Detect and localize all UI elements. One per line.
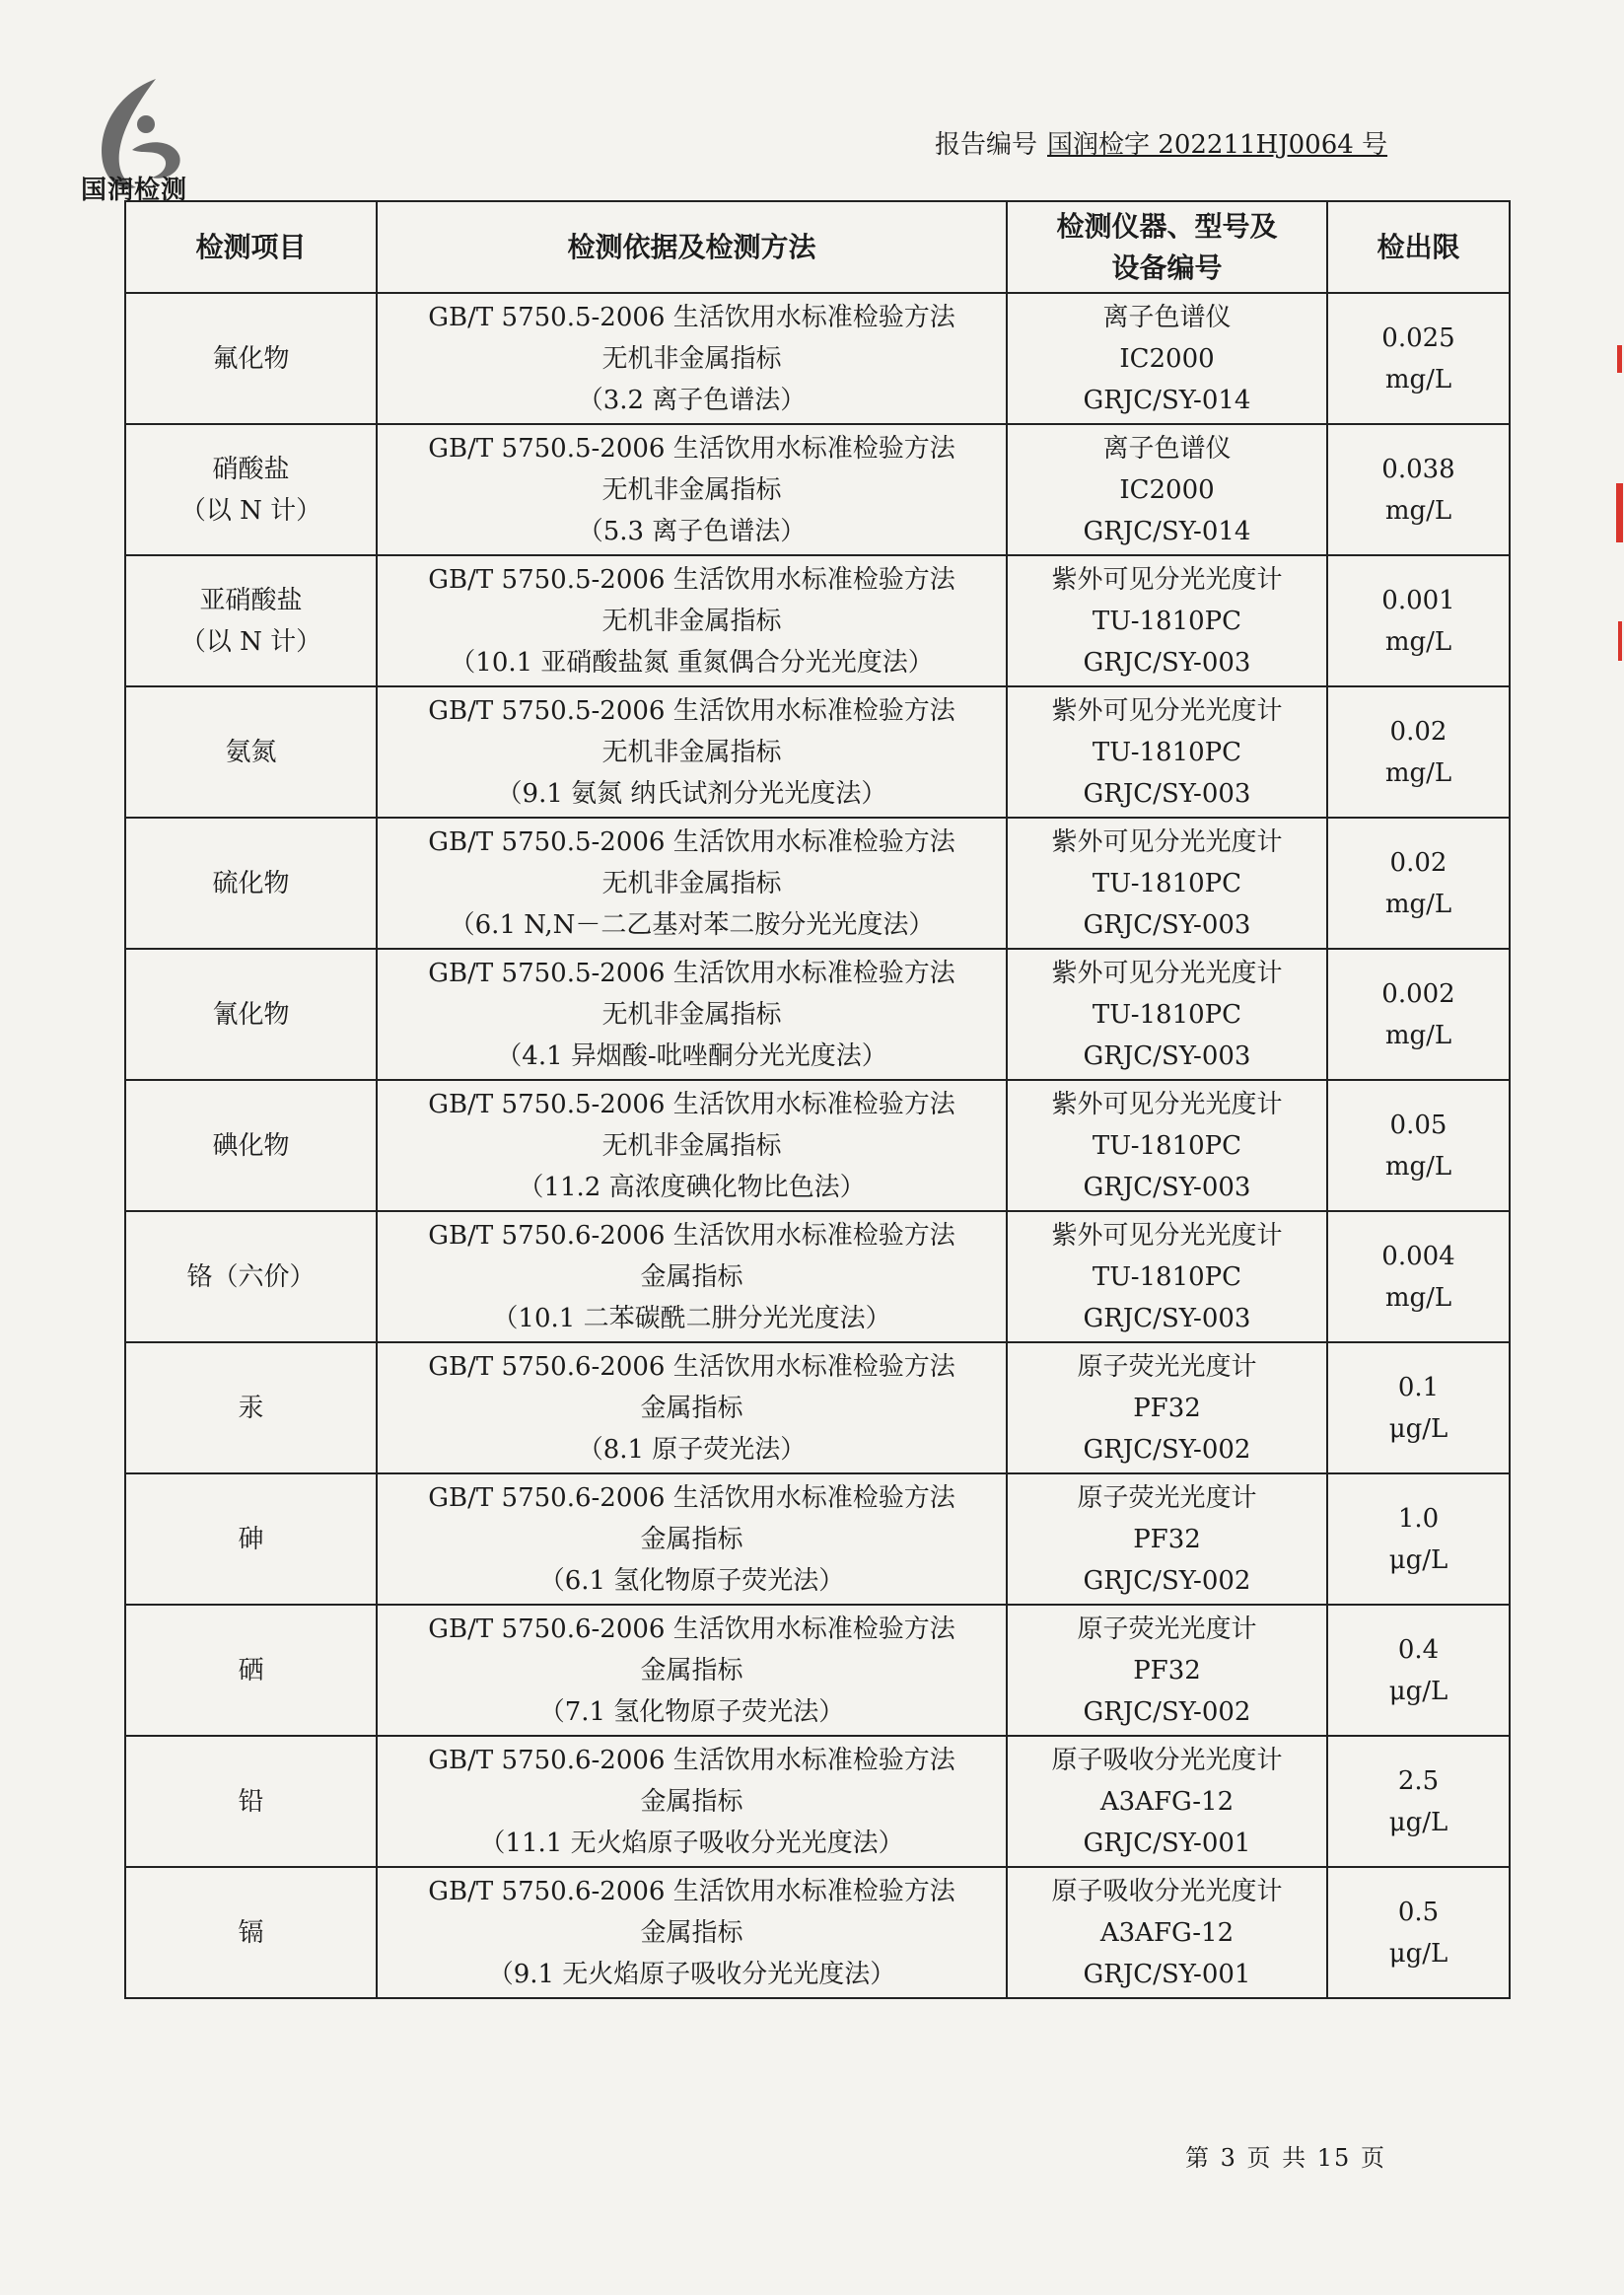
cell-detection-limit [1327, 686, 1510, 818]
cell-instrument-line: 离子色谱仪 [1102, 433, 1232, 464]
cell-detection-limit-line: 0.02 [1389, 847, 1447, 878]
cell-instrument-line: 原子吸收分光光度计 [1051, 1876, 1283, 1906]
cell-instrument-line: 原子吸收分光光度计 [1051, 1745, 1283, 1775]
cell-test-method [377, 1867, 1007, 1998]
cell-test-method-line: （8.1 原子荧光法） [577, 1434, 807, 1465]
cell-test-method-line: （3.2 离子色谱法） [577, 385, 807, 415]
table-row [125, 424, 1510, 555]
cell-test-item-line: 铅 [238, 1786, 264, 1817]
cell-instrument [1007, 424, 1327, 555]
cell-instrument [1007, 1211, 1327, 1342]
cell-test-method-line: （5.3 离子色谱法） [577, 516, 807, 546]
cell-test-item-line: 氟化物 [212, 343, 290, 374]
cell-detection-limit [1327, 949, 1510, 1080]
cell-instrument-line: GRJC/SY-002 [1083, 1434, 1251, 1465]
cell-detection-limit-line: 0.1 [1397, 1372, 1440, 1402]
cell-instrument-line: GRJC/SY-014 [1083, 516, 1251, 546]
header-test-method: 检测依据及检测方法 [377, 201, 1007, 293]
cell-test-item-line: 砷 [238, 1524, 264, 1554]
cell-instrument-line: 紫外可见分光光度计 [1051, 1089, 1283, 1119]
cell-detection-limit-line: 0.02 [1389, 716, 1447, 747]
cell-instrument-line: 原子荧光光度计 [1077, 1614, 1257, 1644]
cell-detection-limit-line: mg/L [1384, 495, 1452, 526]
cell-test-item-line: 硝酸盐 [212, 454, 290, 484]
cell-test-method-line: 金属指标 [640, 1524, 743, 1554]
cell-instrument-line: GRJC/SY-003 [1083, 1303, 1251, 1333]
cell-test-method-line: 无机非金属指标 [601, 999, 782, 1030]
cell-test-method-line: 无机非金属指标 [601, 343, 782, 374]
cell-test-method-line: （11.2 高浓度碘化物比色法） [518, 1172, 866, 1202]
cell-test-method-line: 金属指标 [640, 1917, 743, 1948]
cell-detection-limit [1327, 1342, 1510, 1473]
cell-instrument-line: IC2000 [1119, 474, 1215, 505]
cell-instrument-line: PF32 [1133, 1524, 1201, 1554]
cell-instrument-line: GRJC/SY-001 [1083, 1828, 1251, 1858]
table-row [125, 949, 1510, 1080]
table-row [125, 293, 1510, 424]
cell-instrument-line: A3AFG-12 [1099, 1786, 1235, 1817]
cell-test-method-line: GB/T 5750.6-2006 生活饮用水标准检验方法 [428, 1351, 955, 1382]
cell-instrument-line: 离子色谱仪 [1102, 302, 1232, 332]
cell-test-method-line: 金属指标 [640, 1655, 743, 1685]
cell-test-method [377, 818, 1007, 949]
report-number-label: 报告编号 [935, 130, 1038, 160]
cell-test-item [125, 1211, 377, 1342]
table-row [125, 1605, 1510, 1736]
cell-test-method-line: 无机非金属指标 [601, 737, 782, 767]
cell-test-item [125, 1080, 377, 1211]
cell-test-method-line: （11.1 无火焰原子吸收分光光度法） [479, 1828, 904, 1858]
cell-detection-limit-line: μg/L [1388, 1413, 1448, 1444]
cell-detection-limit-line: mg/L [1384, 1151, 1452, 1182]
cell-detection-limit-line: mg/L [1384, 364, 1452, 394]
cell-test-method-line: GB/T 5750.6-2006 生活饮用水标准检验方法 [428, 1876, 955, 1906]
cell-test-method-line: GB/T 5750.5-2006 生活饮用水标准检验方法 [428, 302, 955, 332]
cell-instrument-line: TU-1810PC [1092, 868, 1242, 898]
cell-instrument-line: GRJC/SY-003 [1083, 1172, 1251, 1202]
cell-test-method [377, 1736, 1007, 1867]
cell-test-item [125, 293, 377, 424]
cell-test-method [377, 555, 1007, 686]
cell-instrument-line: GRJC/SY-003 [1083, 778, 1251, 809]
cell-test-item [125, 1342, 377, 1473]
cell-instrument-line: TU-1810PC [1092, 999, 1242, 1030]
cell-test-method-line: 金属指标 [640, 1786, 743, 1817]
cell-test-item [125, 1867, 377, 1998]
cell-test-method [377, 424, 1007, 555]
cell-test-item [125, 424, 377, 555]
page-number: 第 3 页 共 15 页 [1185, 2144, 1386, 2172]
cell-instrument-line: GRJC/SY-003 [1083, 647, 1251, 678]
cell-test-item [125, 1605, 377, 1736]
cell-instrument-line: GRJC/SY-002 [1083, 1565, 1251, 1596]
cell-instrument [1007, 818, 1327, 949]
cell-test-method-line: 无机非金属指标 [601, 868, 782, 898]
cell-test-item-line: 铬（六价） [186, 1261, 316, 1292]
cell-test-method [377, 293, 1007, 424]
cell-detection-limit [1327, 424, 1510, 555]
cell-detection-limit-line: mg/L [1384, 757, 1452, 788]
cell-detection-limit-line: 0.038 [1381, 454, 1455, 484]
table-row [125, 1736, 1510, 1867]
cell-test-item [125, 686, 377, 818]
cell-instrument-line: GRJC/SY-002 [1083, 1696, 1251, 1727]
header-detection-limit: 检出限 [1327, 201, 1510, 293]
cell-test-method [377, 1605, 1007, 1736]
cell-test-method-line: 无机非金属指标 [601, 474, 782, 505]
cell-detection-limit-line: 0.001 [1381, 585, 1455, 615]
cell-instrument-line: 原子荧光光度计 [1077, 1482, 1257, 1513]
cell-test-method-line: GB/T 5750.6-2006 生活饮用水标准检验方法 [428, 1745, 955, 1775]
table-row [125, 1080, 1510, 1211]
cell-instrument [1007, 293, 1327, 424]
cell-instrument-line: 原子荧光光度计 [1077, 1351, 1257, 1382]
cell-test-method-line: GB/T 5750.6-2006 生活饮用水标准检验方法 [428, 1614, 955, 1644]
cell-test-method [377, 1342, 1007, 1473]
table-row [125, 818, 1510, 949]
cell-instrument [1007, 1080, 1327, 1211]
cell-instrument-line: PF32 [1133, 1393, 1201, 1423]
cell-instrument [1007, 1342, 1327, 1473]
cell-detection-limit-line: 0.002 [1381, 978, 1455, 1009]
cell-test-method-line: GB/T 5750.6-2006 生活饮用水标准检验方法 [428, 1220, 955, 1251]
test-method-table [124, 200, 1511, 1999]
cell-test-method-line: GB/T 5750.6-2006 生活饮用水标准检验方法 [428, 1482, 955, 1513]
cell-instrument-line: A3AFG-12 [1099, 1917, 1235, 1948]
cell-test-method-line: 无机非金属指标 [601, 1130, 782, 1161]
cell-instrument-line: GRJC/SY-014 [1083, 385, 1251, 415]
table-row [125, 686, 1510, 818]
cell-detection-limit [1327, 1867, 1510, 1998]
cell-instrument-line: PF32 [1133, 1655, 1201, 1685]
margin-seal-mark [1613, 335, 1624, 671]
cell-test-method-line: GB/T 5750.5-2006 生活饮用水标准检验方法 [428, 564, 955, 595]
cell-instrument [1007, 1473, 1327, 1605]
cell-test-method-line: 金属指标 [640, 1261, 743, 1292]
table-body [125, 293, 1510, 1998]
cell-instrument-line: 紫外可见分光光度计 [1051, 1220, 1283, 1251]
cell-detection-limit-line: mg/L [1384, 889, 1452, 919]
cell-instrument-line: GRJC/SY-001 [1083, 1959, 1251, 1989]
cell-test-method-line: 金属指标 [640, 1393, 743, 1423]
cell-instrument-line: TU-1810PC [1092, 737, 1242, 767]
cell-test-item-line: 氨氮 [225, 737, 277, 767]
header-test-item: 检测项目 [125, 201, 377, 293]
cell-test-item-line: 亚硝酸盐 [199, 585, 303, 615]
report-number [935, 124, 1387, 161]
cell-detection-limit-line: mg/L [1384, 1020, 1452, 1050]
header-instrument-line: 设备编号 [1111, 251, 1223, 284]
cell-test-item [125, 949, 377, 1080]
cell-detection-limit [1327, 555, 1510, 686]
cell-detection-limit-line: 0.5 [1397, 1897, 1440, 1927]
cell-test-method-line: （9.1 无火焰原子吸收分光光度法） [487, 1959, 896, 1989]
cell-instrument-line: 紫外可见分光光度计 [1051, 958, 1283, 988]
cell-test-method-line: GB/T 5750.5-2006 生活饮用水标准检验方法 [428, 826, 955, 857]
cell-instrument-line: TU-1810PC [1092, 1130, 1242, 1161]
cell-test-method [377, 1473, 1007, 1605]
cell-test-method-line: 无机非金属指标 [601, 606, 782, 636]
table-header-row [125, 201, 1510, 293]
cell-test-item-line: 氰化物 [212, 999, 290, 1030]
cell-detection-limit-line: 2.5 [1397, 1765, 1440, 1796]
cell-test-item [125, 1736, 377, 1867]
cell-instrument [1007, 555, 1327, 686]
cell-instrument-line: TU-1810PC [1092, 1261, 1242, 1292]
cell-test-method-line: （10.1 二苯碳酰二肼分光光度法） [492, 1303, 891, 1333]
cell-test-method-line: （6.1 氢化物原子荧光法） [538, 1565, 845, 1596]
cell-detection-limit [1327, 1211, 1510, 1342]
cell-detection-limit-line: 0.004 [1381, 1241, 1455, 1271]
cell-instrument-line: 紫外可见分光光度计 [1051, 826, 1283, 857]
cell-instrument-line: TU-1810PC [1092, 606, 1242, 636]
table-row [125, 1342, 1510, 1473]
table-row [125, 555, 1510, 686]
cell-test-method-line: （6.1 N,N－二乙基对苯二胺分光光度法） [449, 909, 935, 940]
cell-test-method-line: （7.1 氢化物原子荧光法） [538, 1696, 845, 1727]
cell-detection-limit [1327, 1736, 1510, 1867]
cell-test-method-line: GB/T 5750.5-2006 生活饮用水标准检验方法 [428, 433, 955, 464]
cell-instrument-line: IC2000 [1119, 343, 1215, 374]
cell-detection-limit [1327, 293, 1510, 424]
cell-test-method-line: GB/T 5750.5-2006 生活饮用水标准检验方法 [428, 1089, 955, 1119]
cell-instrument-line: GRJC/SY-003 [1083, 1040, 1251, 1071]
logo-text: 国润检测 [81, 176, 188, 205]
cell-instrument-line: GRJC/SY-003 [1083, 909, 1251, 940]
report-number-value: 国润检字 202211HJ0064 号 [1047, 130, 1388, 160]
cell-test-method [377, 686, 1007, 818]
header-instrument [1007, 201, 1327, 293]
cell-detection-limit [1327, 1473, 1510, 1605]
cell-detection-limit-line: μg/L [1388, 1676, 1448, 1706]
cell-detection-limit-line: mg/L [1384, 626, 1452, 657]
table-row [125, 1867, 1510, 1998]
cell-instrument [1007, 1605, 1327, 1736]
cell-test-item [125, 1473, 377, 1605]
cell-detection-limit-line: 0.025 [1381, 323, 1455, 353]
cell-test-method-line: （10.1 亚硝酸盐氮 重氮偶合分光光度法） [450, 647, 934, 678]
header-instrument-line: 检测仪器、型号及 [1056, 209, 1278, 243]
table-row [125, 1473, 1510, 1605]
cell-test-item-line: 硒 [238, 1655, 264, 1685]
cell-detection-limit [1327, 1605, 1510, 1736]
cell-detection-limit-line: 0.4 [1397, 1634, 1440, 1665]
cell-test-item-line: 碘化物 [212, 1130, 290, 1161]
cell-instrument-line: 紫外可见分光光度计 [1051, 695, 1283, 726]
cell-test-item-line: 汞 [238, 1393, 264, 1423]
cell-test-item-line: 硫化物 [212, 868, 290, 898]
cell-test-method-line: GB/T 5750.5-2006 生活饮用水标准检验方法 [428, 958, 955, 988]
cell-instrument [1007, 1867, 1327, 1998]
cell-instrument-line: 紫外可见分光光度计 [1051, 564, 1283, 595]
cell-instrument [1007, 1736, 1327, 1867]
cell-detection-limit-line: mg/L [1384, 1282, 1452, 1313]
cell-test-item-line: 镉 [238, 1917, 264, 1948]
cell-detection-limit [1327, 818, 1510, 949]
cell-instrument [1007, 686, 1327, 818]
cell-test-method [377, 949, 1007, 1080]
cell-detection-limit [1327, 1080, 1510, 1211]
cell-detection-limit-line: 0.05 [1389, 1110, 1447, 1140]
table-row [125, 1211, 1510, 1342]
cell-test-method-line: （9.1 氨氮 纳氏试剂分光光度法） [496, 778, 887, 809]
cell-test-item-line: （以 N 计） [179, 626, 322, 657]
cell-test-method-line: GB/T 5750.5-2006 生活饮用水标准检验方法 [428, 695, 955, 726]
cell-test-method [377, 1080, 1007, 1211]
cell-test-item [125, 818, 377, 949]
cell-test-item [125, 555, 377, 686]
cell-detection-limit-line: μg/L [1388, 1807, 1448, 1837]
cell-test-method [377, 1211, 1007, 1342]
cell-detection-limit-line: 1.0 [1397, 1503, 1440, 1534]
cell-detection-limit-line: μg/L [1388, 1544, 1448, 1575]
cell-detection-limit-line: μg/L [1388, 1938, 1448, 1969]
cell-instrument [1007, 949, 1327, 1080]
cell-test-item-line: （以 N 计） [179, 495, 322, 526]
cell-test-method-line: （4.1 异烟酸-吡唑酮分光光度法） [496, 1040, 887, 1071]
